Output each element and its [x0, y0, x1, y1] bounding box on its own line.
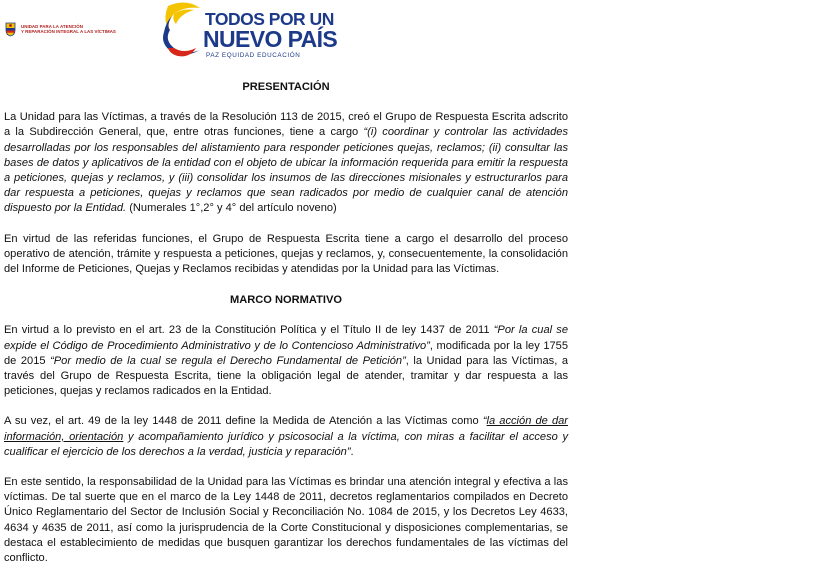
presentacion-paragraph-2: En virtud de las referidas funciones, el Grupo de Respuesta Escrita tiene a cargo el desarrollo del proceso operativo de atención, trámite y respuesta a peticiones, quejas y reclamos, y, consecuentemente, la consolidación del Informe de Peticiones, Quejas y Reclamos recibidas y atendidas por la Unidad para las Víctimas.	[4, 232, 568, 276]
uariv-logo	[4, 14, 154, 44]
presentacion-heading: PRESENTACIÓN	[242, 81, 330, 93]
p3-text-c: , modificada por la ley 1755 de 2015	[4, 339, 569, 367]
p1-text-a: La Unidad para las Víctimas, a través de la Resolución 113 de 2015, creó el Grupo de Respuesta Escrita adscrito a la Subdirección General, que, entre otras funciones, tiene a cargo	[4, 111, 568, 139]
tricolor-swirl-icon	[160, 0, 208, 64]
p1-quoted-functions: “(i) coordinar y controlar las actividades desarrolladas por los responsables del alistamiento para responder peticiones quejas, reclamos; (ii) consultar las bases de datos y aplicativos de la entidad con el objeto de ubicar la información requerida para emitir la respuesta a peticiones, quejas y reclamos, y (iii) consolidar los insumos de las direcciones misionales y estructurarlos para dar respuesta a peticiones, quejas y reclamos que sean radicados por medio de cualquier canal de atención dispuesto por la Entidad.	[4, 126, 568, 215]
p4-text-a: A su vez, el art. 49 de la ley 1448 de 2011 define la Medida de Atención a las Víctimas como	[4, 415, 483, 428]
marco-normativo-heading: MARCO NORMATIVO	[230, 294, 342, 307]
logo-tagline: PAZ EQUIDAD EDUCACIÓN	[206, 52, 301, 59]
p3-text-e: , la Unidad para las Víctimas, a través del Grupo de Respuesta Escrita, tiene la obligación legal de atender, tramitar y dar respuesta a las peticiones, quejas y reclamos radicados en la Entidad.	[4, 354, 568, 398]
coat-of-arms-icon	[4, 21, 17, 37]
uariv-logo-line1: UNIDAD PARA LA ATENCIÓN	[21, 24, 83, 29]
p4-definition-rest: y acompañamiento jurídico y psicosocial a la víctima, con miras a facilitar el acceso y cualificar el ejercicio de los derechos a la verdad, justicia y reparación”	[4, 430, 569, 458]
page-header	[0, 0, 819, 64]
p4-underlined-definition: la acción de dar información, orientación	[4, 415, 569, 443]
p3-text-a: En virtud a lo previsto en el art. 23 de la Constitución Política y el Título II de ley 1437 de 2011	[4, 324, 494, 337]
logo-text-todos-por-un: TODOS POR UN	[205, 9, 334, 29]
uariv-logo-line2: Y REPARACIÓN INTEGRAL A LAS VÍCTIMAS	[21, 29, 116, 34]
p4-text-e: .	[350, 445, 354, 458]
p4-open-quote: “	[482, 415, 487, 428]
marco-paragraph-1	[4, 323, 568, 399]
presentacion-paragraph-1	[4, 110, 568, 216]
document-body	[4, 80, 568, 566]
marco-paragraph-3: En este sentido, la responsabilidad de la Unidad para las Víctimas es brindar una atención integral y efectiva a las víctimas. De tal suerte que en el marco de la Ley 1448 de 2011, decretos reglamentarios compilados en Decreto Único Reglamentario del Sector de Inclusión Social y Reconciliación No. 1084 de 2015, y los Decretos Ley 4633, 4634 y 4635 de 2011, así como la jurisprudencia de la Corte Constitucional y disposiciones complementarias, se destaca el establecimiento de medidas que busquen garantizar los derechos fundamentales de las víctimas del conflicto.	[4, 476, 568, 565]
p3-law-title-1: “Por la cual se expide el Código de Procedimiento Administrativo y de lo Contencioso Administrativo”	[4, 324, 568, 352]
marco-paragraph-2	[4, 414, 568, 460]
p3-law-title-2: “Por medio de la cual se regula el Derecho Fundamental de Petición”	[50, 354, 406, 367]
todos-por-un-nuevo-pais-logo	[160, 0, 338, 64]
p1-text-c: (Numerales 1°,2° y 4° del artículo noveno)	[126, 202, 337, 215]
logo-text-nuevo-pais: NUEVO PAÍS	[203, 26, 338, 52]
